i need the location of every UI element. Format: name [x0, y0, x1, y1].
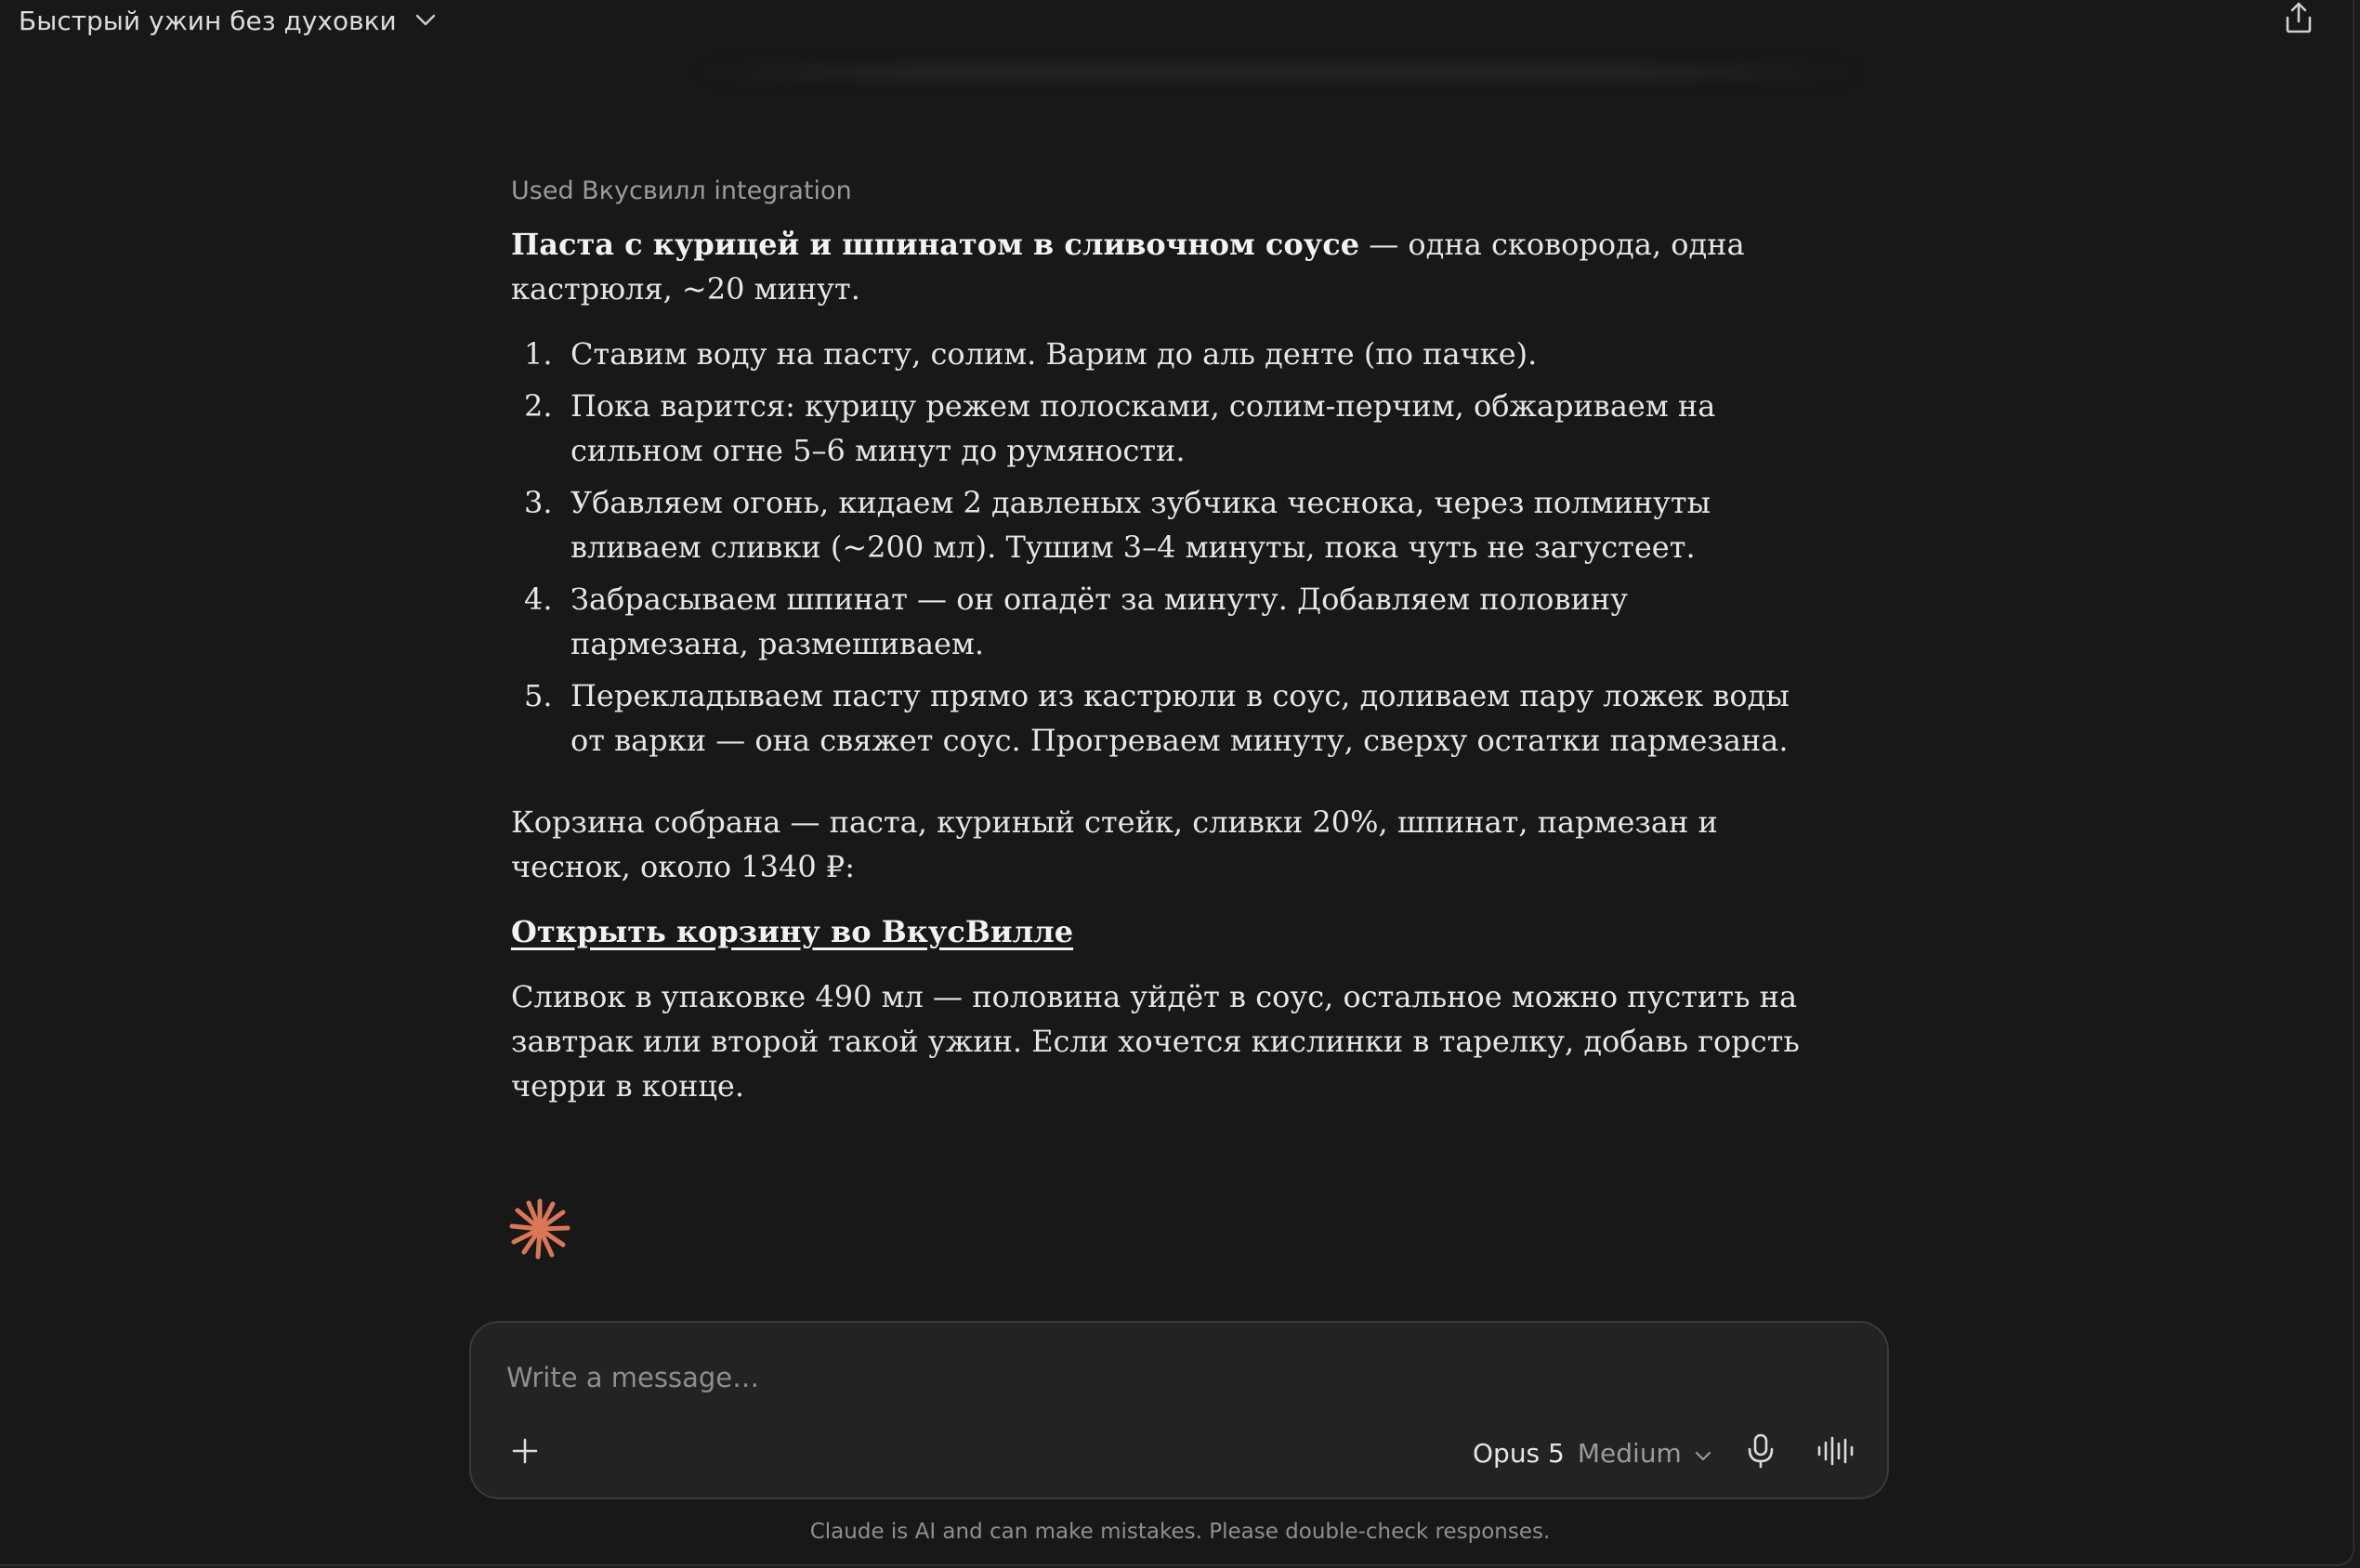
step-text: Ставим воду на пасту, солим. Варим до аль денте (по пачке).: [570, 336, 1538, 372]
voice-mode-button[interactable]: [1815, 1434, 1857, 1471]
cream-note-paragraph: Сливок в упаковке 490 мл — половина уйдёт в соус, остальное можно пустить на завтрак или второй такой ужин. Если хочется кислинки в тарелку, добавь горсть черри в конце.: [511, 979, 1800, 1104]
step-number: 3.: [524, 485, 553, 520]
list-item: [511, 480, 1812, 569]
list-item: [511, 384, 1812, 473]
chevron-down-icon: [415, 14, 436, 27]
list-item: [511, 577, 1812, 666]
step-number: 1.: [524, 336, 553, 372]
message-composer: [469, 1321, 1889, 1499]
intro-paragraph: [511, 222, 1812, 311]
step-number: 5.: [524, 678, 553, 713]
top-bar: [0, 0, 2353, 56]
steps-list: [511, 332, 1812, 763]
list-item: [511, 332, 1812, 376]
step-text: Пока варится: курицу режем полосками, солим-перчим, обжариваем на сильном огне 5–6 минут до румяности.: [570, 388, 1716, 468]
claude-spark-icon: [509, 1198, 570, 1260]
assistant-message: [511, 176, 1812, 1108]
microphone-button[interactable]: [1742, 1434, 1779, 1471]
share-button[interactable]: [2278, 0, 2319, 39]
open-basket-link[interactable]: Открыть корзину во ВкусВилле: [511, 914, 1074, 949]
chevron-down-icon: [1695, 1438, 1711, 1469]
recipe-title: Паста с курицей и шпинатом в сливочном соусе: [511, 227, 1360, 262]
tool-used-status[interactable]: Used Вкусвилл integration: [511, 176, 852, 205]
plus-icon: [511, 1437, 539, 1469]
step-number: 2.: [524, 388, 553, 424]
ai-disclaimer: Claude is AI and can make mistakes. Please double-check responses.: [809, 1520, 1551, 1544]
message-body: [511, 222, 1812, 1108]
share-icon: [2283, 1, 2314, 38]
model-selector[interactable]: [1473, 1432, 1711, 1473]
step-text: Убавляем огонь, кидаем 2 давленых зубчика чеснока, через полминуты вливаем сливки (~200 мл). Тушим 3–4 минуты, пока чуть не загустеет.: [570, 485, 1711, 565]
basket-paragraph: Корзина собрана — паста, куриный стейк, сливки 20%, шпинат, пармезан и чеснок, около 1340 ₽:: [511, 804, 1718, 884]
step-text: Перекладываем пасту прямо из кастрюли в соус, доливаем пару ложек воды от варки — она свяжет соус. Прогреваем минуту, сверху остатки пармезана.: [570, 678, 1790, 758]
step-number: 4.: [524, 581, 553, 617]
intro-text: — одна сковорода, одна кастрюля, ~20 минут.: [511, 227, 1745, 307]
microphone-icon: [1747, 1433, 1775, 1472]
chat-title-button[interactable]: [19, 2, 436, 39]
chat-title: Быстрый ужин без духовки: [19, 5, 397, 36]
message-input[interactable]: [505, 1358, 1809, 1397]
model-name: Opus 5: [1473, 1437, 1565, 1469]
list-item: [511, 673, 1812, 763]
scroll-fade: [697, 65, 1858, 80]
step-text: Забрасываем шпинат — он опадёт за минуту. Добавляем половину пармезана, размешиваем.: [570, 581, 1628, 661]
model-mode: Medium: [1577, 1437, 1682, 1469]
voice-waveform-icon: [1816, 1436, 1855, 1470]
add-attachment-button[interactable]: [508, 1436, 542, 1470]
